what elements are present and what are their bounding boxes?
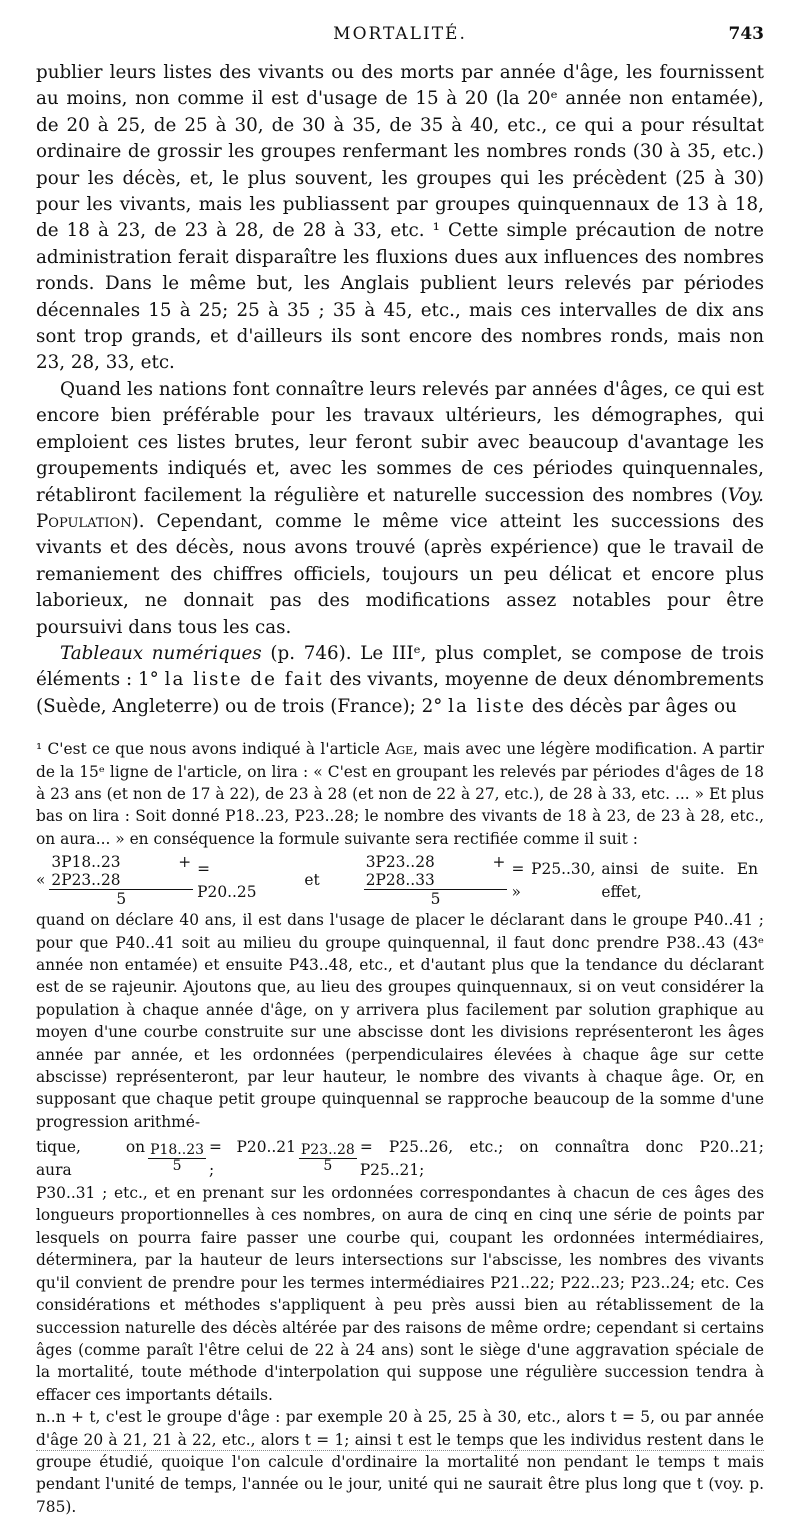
- fraction-2-denominator: 5: [430, 890, 441, 909]
- paragraph-3-text-a: (p. 746). Le IIIᵉ, plus complet, se compose de trois éléments : 1°: [36, 642, 764, 691]
- fraction-4-denominator: 5: [323, 1158, 333, 1175]
- paragraph-2-text-b: ). Cependant, comme le même vice atteint les successions des vivants et des décès, nous avons trouvé (après expérience) que le travail de remaniement des chiffres officiels, toujours un peu délicat et encore plus laborieux, ne donnait pas des modifications assez notables pour être poursuivi dans tous les cas.: [36, 510, 764, 638]
- footnote-1-text-a: ¹ C'est ce que nous avons indiqué à l'article: [36, 740, 386, 759]
- paragraph-3: [36, 641, 764, 720]
- footnote-2: quand on déclare 40 ans, il est dans l'usage de placer le déclarant dans le groupe P40..41 ; pour que P40..41 soit au milieu du groupe quinquennal, il faut donc prendre P38..43 (43ᵉ année non entamée) et ensuite P43..48, etc., et d'autant plus que la tendance du déclarant est de se rajeunir. Ajoutons que, au lieu des groupes quinquennaux, si on veut considérer la population à chaque année d'âge, on y arrivera plus facilement par solution graphique au moyen d'une courbe construite sur une abscisse dont les divisions représenteront les âges année par année, et les ordonnées (perpendiculaires élevées à chaque âge sur cette abscisse) représenteront, par leur hauteur, le nombre des vivants à chaque âge. Or, en supposant que chaque petit groupe quinquennal se rapproche beaucoup de la somme d'une progression arithmé-: [36, 911, 764, 1131]
- fraction-2-numerator: 3P23..28 + 2P28..33: [365, 853, 506, 890]
- fraction-3-denominator: 5: [172, 1158, 182, 1175]
- formula-2-start: tique, on aura: [36, 1138, 146, 1179]
- footnote-4: P30..31 ; etc., et en prenant sur les ordonnées correspondantes à chacun de ces âges des longueurs proportionnelles à ces nombres, on aura de cinq en cinq une série de points par lesquels on pourra faire passer une courbe qui, coupant les ordonnées intermédiaires, déterminera, par la hauteur de leurs intersections sur l'abscisse, les nombres des vivants qu'il convient de prendre pour les termes intermédiaires P21..22; P22..23; P23..24; etc. Ces considérations et méthodes s'appliquent à peu près aussi bien au rétablissement de la succession naturelle des décès altérée par des raisons de même ordre; cependant si certains âges (comme paraît l'être celui de 22 à 24 ans) sont le siège d'une aggravation spéciale de la mortalité, toute méthode d'interpolation qui suppose une régulière succession tendra à effacer ces importants détails.: [36, 1184, 764, 1404]
- formula-result-2: = P25..30, »: [511, 860, 596, 901]
- main-text: [36, 60, 764, 720]
- formula-2-result-2: = P25..26, etc.; on connaîtra donc P20..21; P25..21;: [359, 1138, 764, 1179]
- fraction-3-numerator: P18..23: [150, 1142, 205, 1159]
- paragraph-3-text-c: des décès par âges ou: [525, 695, 737, 717]
- fraction-4: [299, 1143, 357, 1174]
- fraction-1: [49, 853, 193, 908]
- formula-result-1: = P20..25: [197, 860, 257, 901]
- la-liste: la liste: [448, 695, 526, 717]
- formula-line: [36, 853, 764, 908]
- paragraph-1: publier leurs listes des vivants ou des morts par année d'âge, les fournissent au moins, non comme il est d'usage de 15 à 20 (la 20ᵉ année non entamée), de 20 à 25, de 25 à 30, de 30 à 35, de 35 à 40, etc., ce qui a pour résultat ordinaire de grossir les groupes renfermant les nombres ronds (30 à 35, etc.) pour les décès, et, le plus souvent, les groupes qui les précèdent (25 à 30) pour les vivants, mais les publiassent par groupes quinquennaux de 13 à 18, de 18 à 23, de 23 à 28, de 28 à 33, etc. ¹ Cette simple précaution de notre administration ferait disparaître les fluxions dues aux influences des nombres ronds. Dans le même but, les Anglais publient leurs relevés par périodes décennales 15 à 25; 25 à 35 ; 35 à 45, etc., mais ces intervalles de dix ans sont trop grands, et d'ailleurs ils sont encore des nombres ronds, mais non 23, 28, 33, etc.: [36, 62, 764, 374]
- footnote-1-text-b: , mais avec une légère modification. A partir de la 15ᵉ ligne de l'article, on lira : « C'est en groupant les relevés par périodes d'âges de 18 à 23 ans (et non de 17 à 22), de 23 à 28 (et non de 22 à 27, etc.), de 28 à 33, etc. ... » Et plus bas on lira : Soit donné P18..23, P23..28; le nombre des vivants de 18 à 23, de 23 à 28, etc., on aura... » en conséquence la formule suivante sera rectifiée comme il suit :: [36, 740, 764, 848]
- footnote-1: [36, 738, 764, 850]
- age-reference: Age: [385, 740, 414, 759]
- fraction-2: [364, 853, 508, 908]
- page: [36, 22, 764, 1518]
- running-title: MORTALITÉ.: [333, 24, 467, 44]
- voy-reference: Voy.: [727, 484, 764, 506]
- paragraph-3-text-b: des vivants, moyenne de deux dénombrements (Suède, Angleterre) ou de trois (France); 2°: [36, 669, 764, 717]
- formula-line-2: [36, 1136, 764, 1181]
- footnote-5: n..n + t, c'est le groupe d'âge : par exemple 20 à 25, 25 à 30, etc., alors t = 5, ou par année d'âge 20 à 21, 21 à 22, etc., alors t = 1; ainsi t est le temps que les individus restent dans le groupe étudié, quoique l'on calcule d'ordinaire la mortalité non pendant le temps t mais pendant l'unité de temps, l'année ou le jour, unité qui ne saurait être plus long que t (voy. p. 785).: [36, 1408, 764, 1516]
- formula-et: et: [304, 871, 320, 890]
- section-heading-tableaux: Tableaux numériques: [60, 642, 262, 664]
- formula-tail: ainsi de suite. En effet,: [601, 860, 759, 901]
- fraction-4-numerator: P23..28: [300, 1142, 355, 1159]
- formula-open-quote: «: [36, 871, 46, 890]
- footnote: [36, 738, 764, 1518]
- page-bottom-rule: [36, 1450, 764, 1451]
- running-header: [36, 22, 764, 50]
- paragraph-2: [36, 377, 764, 641]
- fraction-3: [148, 1143, 206, 1174]
- fraction-1-numerator: 3P18..23 + 2P23..28: [51, 853, 192, 890]
- fraction-1-denominator: 5: [116, 890, 127, 909]
- page-number: 743: [728, 24, 764, 44]
- formula-2-result-1: = P20..21 ;: [209, 1138, 296, 1179]
- liste-de-fait: la liste de fait: [164, 669, 324, 691]
- population-reference: Population: [36, 510, 132, 532]
- paragraph-2-text-a: Quand les nations font connaître leurs relevés par années d'âges, ce qui est encore bien préférable pour les travaux ultérieurs, les démographes, qui emploient ces listes brutes, leur feront subir avec beaucoup d'avantage les groupements indiqués et, avec les sommes de ces périodes quinquennales, rétabliront facilement la régulière et naturelle succession des nombres (: [36, 378, 764, 506]
